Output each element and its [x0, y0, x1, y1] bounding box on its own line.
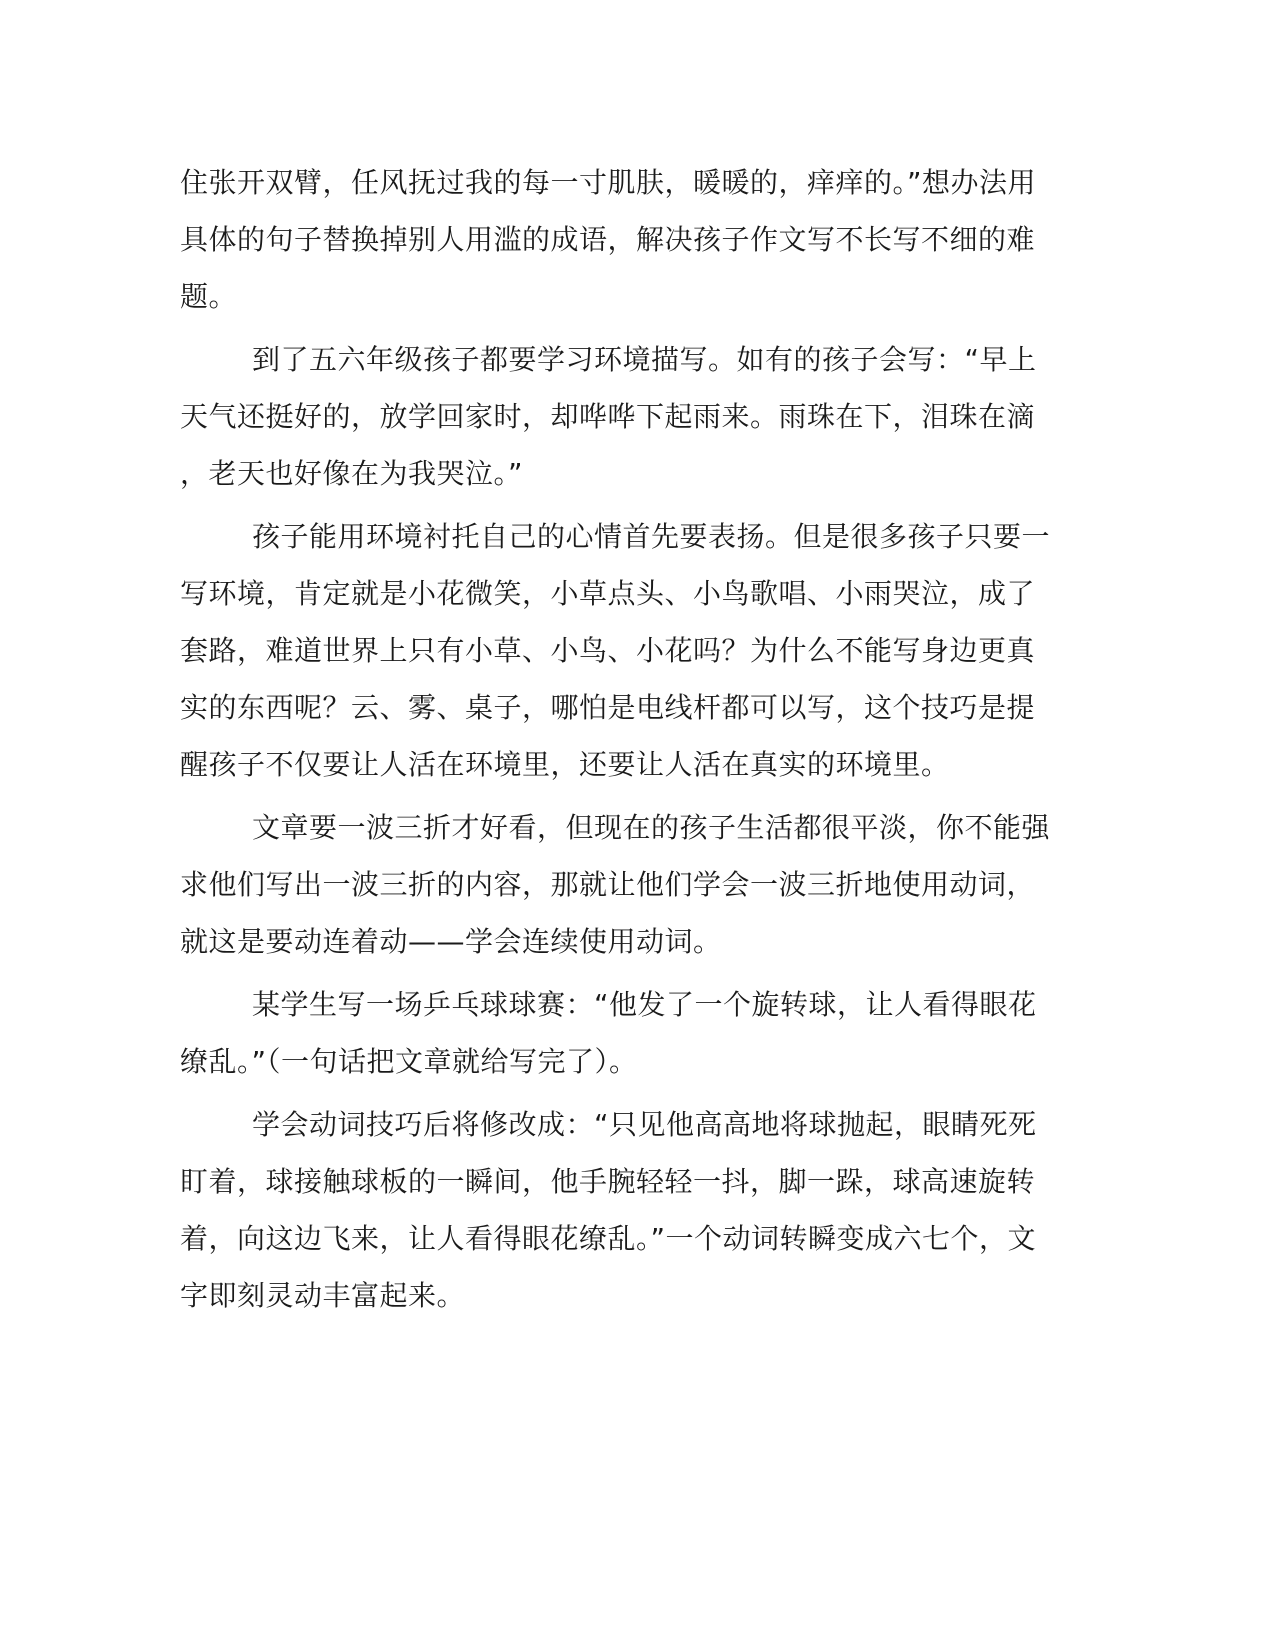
text-line: 到了五六年级孩子都要学习环境描写。如有的孩子会写：“早上: [252, 343, 1037, 376]
text-line: 盯着，球接触球板的一瞬间，他手腕轻轻一抖，脚一跺，球高速旋转: [180, 1165, 1036, 1198]
text-line: 实的东西呢？云、雾、桌子，哪怕是电线杆都可以写，这个技巧是提: [180, 691, 1036, 724]
text-line: 天气还挺好的，放学回家时，却哗哗下起雨来。雨珠在下，泪珠在滴: [180, 400, 1036, 433]
text-line: 着，向这边飞来，让人看得眼花缭乱。”一个动词转瞬变成六七个，文: [180, 1222, 1037, 1255]
text-line: ，老天也好像在为我哭泣。”: [180, 457, 524, 490]
text-line: 写环境，肯定就是小花微笑，小草点头、小鸟歌唱、小雨哭泣，成了: [180, 577, 1036, 610]
text-line: 醒孩子不仅要让人活在环境里，还要让人活在真实的环境里。: [180, 748, 950, 781]
text-line: 某学生写一场乒乓球球赛：“他发了一个旋转球，让人看得眼花: [252, 988, 1037, 1021]
text-line: 求他们写出一波三折的内容，那就让他们学会一波三折地使用动词，: [180, 868, 1036, 901]
text-line: 就这是要动连着动——学会连续使用动词。: [180, 925, 722, 958]
text-line: 具体的句子替换掉别人用滥的成语，解决孩子作文写不长写不细的难: [180, 223, 1036, 256]
text-line: 学会动词技巧后将修改成：“只见他高高地将球抛起，眼睛死死: [252, 1108, 1037, 1141]
text-line: 住张开双臂，任风抚过我的每一寸肌肤，暖暖的，痒痒的。”想办法用: [180, 166, 1037, 199]
text-line: 字即刻灵动丰富起来。: [180, 1279, 466, 1312]
text-line: 题。: [180, 280, 238, 313]
text-line: 文章要一波三折才好看，但现在的孩子生活都很平淡，你不能强: [252, 811, 1051, 844]
text-line: 套路，难道世界上只有小草、小鸟、小花吗？为什么不能写身边更真: [180, 634, 1036, 667]
text-line: 缭乱。”（一句话把文章就给写完了）。: [180, 1045, 638, 1078]
text-line: 孩子能用环境衬托自己的心情首先要表扬。但是很多孩子只要一: [252, 520, 1051, 553]
